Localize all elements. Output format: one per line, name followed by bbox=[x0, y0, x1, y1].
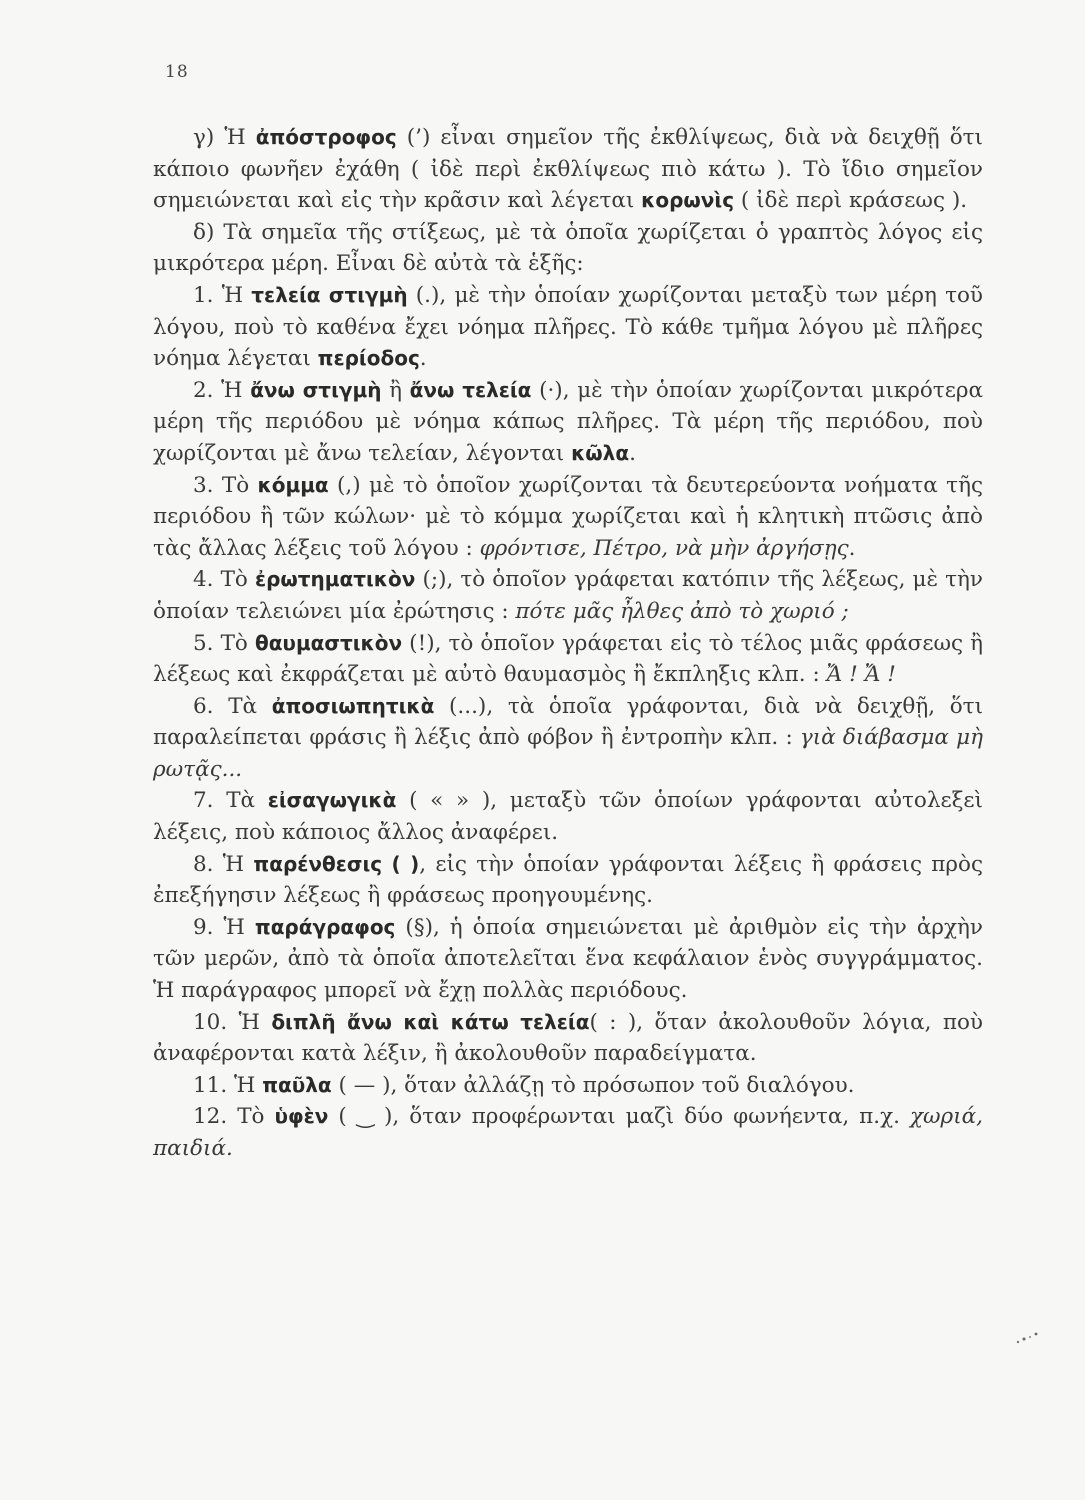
text-run: ( : ), ὅταν ἀκολουθοῦν λόγια, ποὺ ἀναφέρονται κατὰ λέξιν, ἢ ἀκολουθοῦν παραδείγματα. bbox=[153, 1009, 983, 1067]
paragraph bbox=[153, 785, 983, 848]
text-run: ( ‿ ), ὅταν προφέρωνται μαζὶ δύο φωνήεντα, π.χ. bbox=[328, 1104, 910, 1130]
paragraph bbox=[153, 217, 983, 280]
bold-term: παράγραφος bbox=[254, 914, 396, 939]
italic-example: χωριά, παιδιά. bbox=[153, 1104, 983, 1161]
text-run: . bbox=[419, 346, 427, 372]
text-run: ( — ), ὅταν ἀλλάζῃ τὸ πρόσωπον τοῦ διαλόγου. bbox=[331, 1072, 855, 1098]
text-run: (,) μὲ τὸ ὁποῖον χωρίζονται τὰ δευτερεύοντα νοήματα τῆς περιόδου ἢ τῶν κώλων· μὲ τὸ κόμμα χωρίζεται καὶ ἡ κλητικὴ πτῶσις ἀπὸ τὰς ἄλλας λέξεις τοῦ λόγου : bbox=[153, 472, 983, 561]
paragraph bbox=[153, 1007, 983, 1070]
paragraph bbox=[153, 691, 983, 786]
paragraph bbox=[153, 849, 983, 912]
text-run: 12. Τὸ bbox=[193, 1104, 275, 1130]
bold-term: ὑφὲν bbox=[274, 1104, 329, 1129]
text-run: (’) εἶναι σημεῖον τῆς ἐκθλίψεως, διὰ νὰ δειχθῇ ὅτι κάποιο φωνῆεν ἐχάθη ( ἰδὲ περὶ ἐκθλίψεως πιὸ κάτω ). Τὸ ἴδιο σημεῖον σημειώνεται καὶ εἰς τὴν κρᾶσιν καὶ λέγεται bbox=[153, 125, 983, 214]
bold-term: παῦλα bbox=[262, 1072, 332, 1097]
text-run: ἢ bbox=[381, 377, 410, 403]
page-number: 18 bbox=[165, 62, 189, 82]
bold-term: ἄνω στιγμὴ bbox=[250, 377, 382, 402]
paragraph bbox=[153, 280, 983, 375]
text-run: 5. Τὸ bbox=[193, 630, 255, 656]
paragraph bbox=[153, 122, 983, 217]
bold-term: ἐρωτηματικὸν bbox=[254, 567, 416, 592]
text-run: 10. Ἡ bbox=[193, 1009, 272, 1035]
bold-term: ἀπόστροφος bbox=[255, 125, 397, 149]
bold-term: κῶλα bbox=[571, 440, 630, 465]
paragraph bbox=[153, 375, 983, 470]
text-run: . bbox=[629, 440, 636, 466]
ink-speck-decoration bbox=[1012, 1328, 1052, 1348]
text-run: 4. Τὸ bbox=[193, 567, 255, 593]
text-run: 8. Ἡ bbox=[193, 851, 254, 877]
text-run: (...), τὰ ὁποῖα γράφονται, διὰ νὰ δειχθῇ, ὅτι παραλείπεται φράσις ἢ λέξις ἀπὸ φόβον ἢ ἐντροπὴν κλπ. : bbox=[153, 693, 983, 751]
text-run: 3. Τὸ bbox=[193, 472, 258, 498]
text-run: (§), ἡ ὁποία σημειώνεται μὲ ἀριθμὸν εἰς τὴν ἀρχὴν τῶν μερῶν, ἀπὸ τὰ ὁποῖα ἀποτελεῖται ἕνα κεφάλαιον ἑνὸς συγγράμματος. Ἡ παράγραφος μπορεῖ νὰ ἔχῃ πολλὰς περιόδους. bbox=[153, 914, 984, 1004]
paragraph bbox=[153, 628, 983, 691]
bold-term: κόμμα bbox=[257, 472, 329, 497]
text-run: . bbox=[848, 535, 856, 561]
bold-term: περίοδος bbox=[317, 346, 420, 371]
bold-term: θαυμαστικὸν bbox=[254, 630, 403, 655]
bold-term: ἀποσιωπητικὰ bbox=[271, 693, 435, 718]
text-run: δ) Τὰ σημεῖα τῆς στίξεως, μὲ τὰ ὁποῖα χωρίζεται ὁ γραπτὸς λόγος εἰς μικρότερα μέρη. Εἶναι δὲ αὐτὰ τὰ ἑξῆς: bbox=[153, 219, 983, 277]
italic-example: πότε μᾶς ἦλθες ἀπὸ τὸ χωριό ; bbox=[515, 598, 849, 624]
text-run: 6. Τὰ bbox=[193, 693, 272, 719]
bold-term: εἰσαγωγικὰ bbox=[267, 788, 397, 813]
paragraph bbox=[153, 912, 983, 1007]
bold-term: ἄνω τελεία bbox=[409, 377, 532, 402]
text-run: ( ἰδὲ περὶ κράσεως ). bbox=[734, 188, 968, 214]
text-run: 1. Ἡ bbox=[193, 282, 252, 308]
text-run: 9. Ἡ bbox=[193, 914, 255, 940]
text-run: 2. Ἡ bbox=[193, 377, 251, 403]
italic-example: Ἄ ! Ἄ ! bbox=[826, 662, 896, 688]
bold-term: κορωνὶς bbox=[641, 188, 735, 213]
text-run: γ) Ἡ bbox=[193, 125, 256, 150]
text-run: (·), μὲ τὴν ὁποίαν χωρίζονται μικρότερα μέρη τῆς περιόδου μὲ νόημα κάπως πλῆρες. Τὰ μέρη τῆς περιόδου, ποὺ χωρίζονται μὲ ἄνω τελείαν, λέγονται bbox=[153, 377, 983, 466]
text-run: 11. Ἡ bbox=[193, 1072, 263, 1098]
text-run: (!), τὸ ὁποῖον γράφεται εἰς τὸ τέλος μιᾶς φράσεως ἢ λέξεως καὶ ἐκφράζεται μὲ αὐτὸ θαυμασμὸς ἢ ἔκπληξις κλπ. : bbox=[153, 630, 983, 688]
bold-term: τελεία στιγμὴ bbox=[251, 282, 408, 307]
paragraph bbox=[153, 564, 983, 627]
italic-example: γιὰ διάβασμα μὴ ρωτᾷς... bbox=[153, 725, 983, 782]
paragraph bbox=[153, 1101, 983, 1164]
text-run: (.), μὲ τὴν ὁποίαν χωρίζονται μεταξὺ των μέρη τοῦ λόγου, ποὺ τὸ καθένα ἔχει νόημα πλῆρες. Τὸ κάθε τμῆμα λόγου μὲ πλῆρες νόημα λέγεται bbox=[153, 282, 983, 372]
paragraph bbox=[153, 1070, 983, 1102]
text-body bbox=[153, 122, 983, 1165]
italic-example: φρόντισε, Πέτρο, νὰ μὴν ἀργήσῃς bbox=[479, 535, 849, 561]
text-run: ( « » ), μεταξὺ τῶν ὁποίων γράφονται αὐτολεξεὶ λέξεις, ποὺ κάποιος ἄλλος ἀναφέρει. bbox=[153, 788, 983, 846]
text-run: 7. Τὰ bbox=[193, 788, 268, 814]
bold-term: διπλῆ ἄνω καὶ κάτω τελεία bbox=[271, 1009, 590, 1034]
text-run: , εἰς τὴν ὁποίαν γράφονται λέξεις ἢ φράσεις πρὸς ἐπεξήγησιν λέξεως ἢ φράσεως προηγουμένης. bbox=[153, 851, 984, 909]
text-run: (;), τὸ ὁποῖον γράφεται κατόπιν τῆς λέξεως, μὲ τὴν ὁποίαν τελειώνει μία ἐρώτησις : bbox=[153, 567, 983, 624]
paragraph bbox=[153, 470, 983, 565]
bold-term: παρένθεσις ( ) bbox=[253, 851, 420, 876]
